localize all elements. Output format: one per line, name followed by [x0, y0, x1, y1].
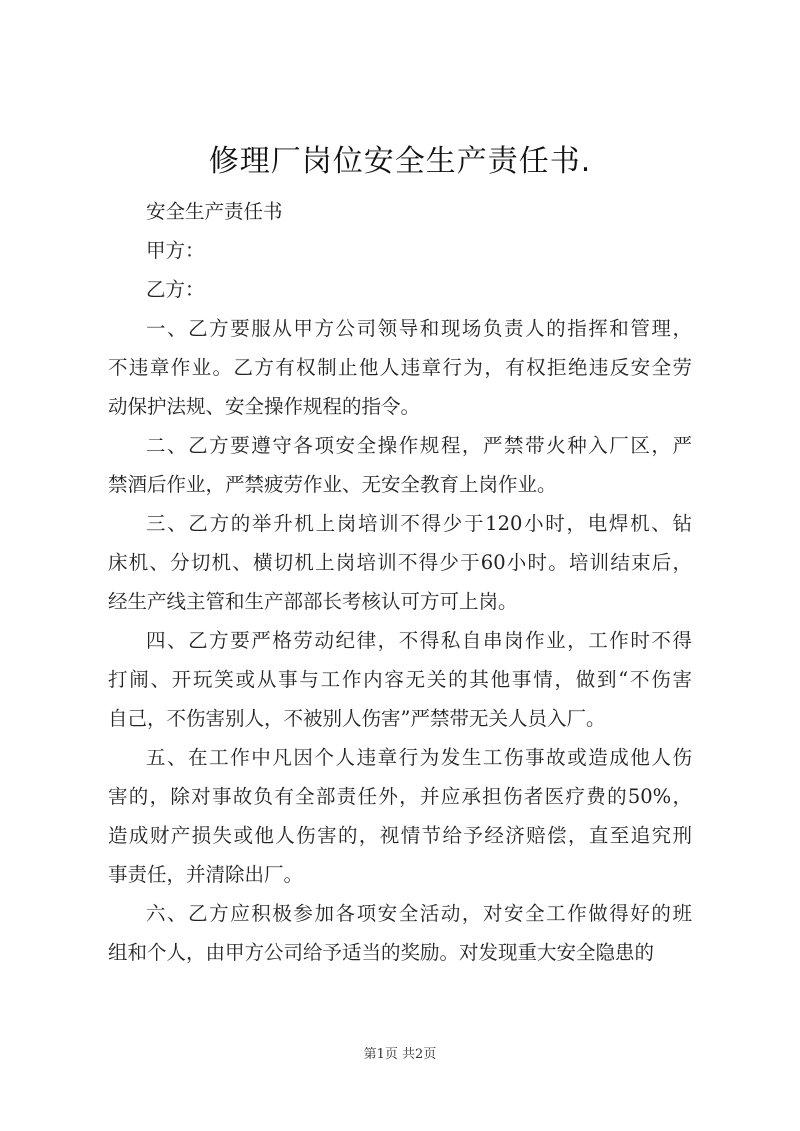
paragraph-line: 乙方： — [146, 278, 205, 301]
paragraph-line: 六、乙方应积极参加各项安全活动，对安全工作做得好的班 — [146, 902, 692, 925]
paragraph-line: 自己，不伤害别人，不被别人伤害”严禁带无关人员入厂。 — [108, 707, 606, 730]
paragraph — [108, 231, 692, 270]
paragraph-line: 打闹、开玩笑或从事与工作内容无关的其他事情，做到“不伤害 — [108, 668, 692, 691]
paragraph-line: 害的，除对事故负有全部责任外，并应承担伤者医疗费的50%， — [108, 785, 692, 808]
paragraph-line: 三、乙方的举升机上岗培训不得少于120小时，电焊机、钻 — [146, 512, 692, 535]
paragraph — [108, 621, 692, 738]
paragraph — [108, 738, 692, 894]
paragraph — [108, 504, 692, 621]
page-footer: 第1页 共2页 — [363, 1047, 437, 1062]
document-body — [108, 192, 692, 972]
paragraph-line: 经生产线主管和生产部部长考核认可方可上岗。 — [108, 590, 518, 613]
paragraph-line: 二、乙方要遵守各项安全操作规程，严禁带火种入厂区，严 — [146, 434, 692, 457]
paragraph-line: 五、在工作中凡因个人违章行为发生工伤事故或造成他人伤 — [146, 746, 692, 769]
paragraph-line: 动保护法规、安全操作规程的指令。 — [108, 395, 421, 418]
paragraph-line: 不违章作业。乙方有权制止他人违章行为，有权拒绝违反安全劳 — [108, 356, 692, 379]
paragraph-line: 甲方： — [146, 239, 205, 262]
paragraph — [108, 426, 692, 504]
paragraph — [108, 309, 692, 426]
paragraph-line: 禁酒后作业，严禁疲劳作业、无安全教育上岗作业。 — [108, 473, 557, 496]
paragraph — [108, 192, 692, 231]
paragraph-line: 床机、分切机、横切机上岗培训不得少于60小时。培训结束后， — [108, 551, 692, 574]
document-title: 修理厂岗位安全生产责任书. — [208, 144, 592, 179]
paragraph-line: 四、乙方要严格劳动纪律，不得私自串岗作业，工作时不得 — [146, 629, 692, 652]
paragraph-line: 组和个人，由甲方公司给予适当的奖励。对发现重大安全隐患的 — [108, 941, 655, 964]
paragraph-line: 造成财产损失或他人伤害的，视情节给予经济赔偿，直至追究刑 — [108, 824, 692, 847]
paragraph-line: 一、乙方要服从甲方公司领导和现场负责人的指挥和管理， — [146, 317, 692, 340]
paragraph-line: 安全生产责任书 — [146, 200, 283, 223]
paragraph — [108, 894, 692, 972]
paragraph — [108, 270, 692, 309]
paragraph-line: 事责任，并清除出厂。 — [108, 863, 304, 886]
